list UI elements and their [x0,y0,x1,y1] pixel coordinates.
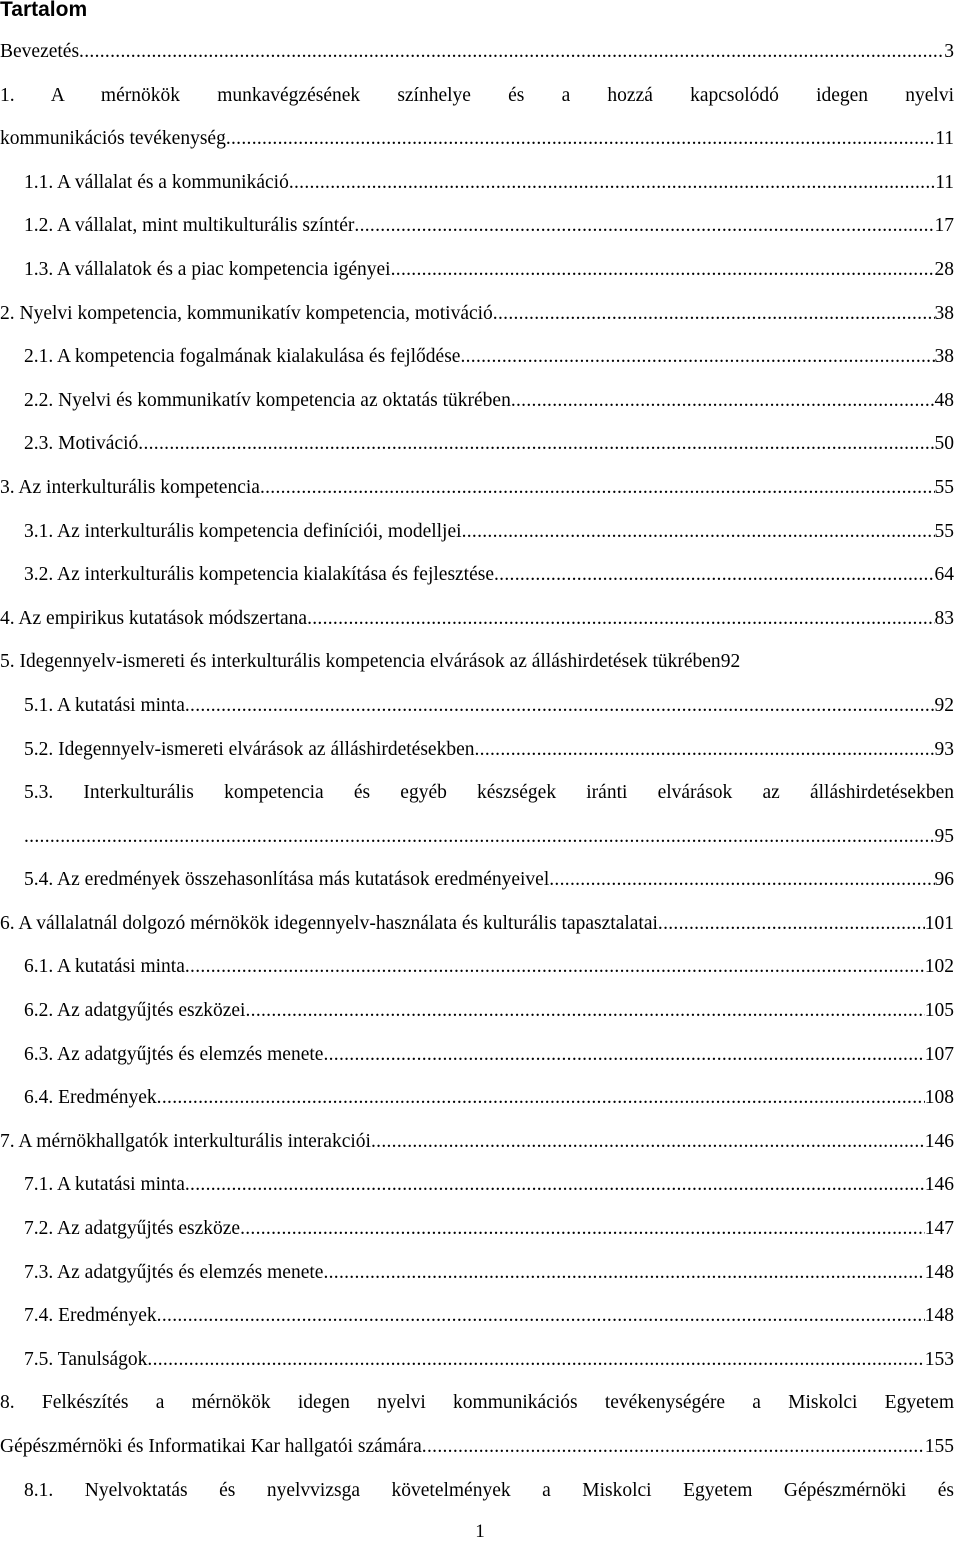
toc-entry-label: 3.2. Az interkulturális kompetencia kialakítása és fejlesztése [24,564,494,586]
toc-entry[interactable] [0,1033,954,1077]
toc-entry[interactable] [0,771,954,815]
toc-entry-label: 2. Nyelvi kompetencia, kommunikatív kompetencia, motiváció [0,302,493,324]
toc-entry-page: 55 [934,476,954,498]
toc-entry-page: 93 [934,738,954,760]
dot-leader [658,902,925,946]
dot-leader [307,597,934,641]
dot-leader [226,117,935,161]
toc-entry[interactable] [0,74,954,118]
toc-entry-label: 6.2. Az adatgyűjtés eszközei [24,1000,246,1022]
toc-entry-page: 107 [924,1043,954,1065]
toc-entry[interactable] [0,161,954,205]
dot-leader [323,1033,924,1077]
table-of-contents [0,30,954,1512]
toc-entry[interactable] [0,1207,954,1251]
toc-entry[interactable] [0,553,954,597]
dot-leader [245,989,924,1033]
dot-leader [422,1425,925,1469]
toc-entry-page: 38 [934,302,954,324]
toc-entry-label: 6.3. Az adatgyűjtés és elemzés menete [24,1043,324,1065]
dot-leader [549,858,934,902]
toc-entry-page: 147 [924,1218,954,1240]
dot-leader [24,815,935,859]
dot-leader [185,945,925,989]
toc-entry-page: 155 [924,1436,954,1457]
toc-entry[interactable] [0,30,954,74]
toc-entry[interactable] [0,1381,954,1425]
toc-entry[interactable] [0,902,954,946]
toc-entry[interactable] [0,379,954,423]
toc-entry[interactable] [0,204,954,248]
dot-leader [138,422,934,466]
toc-entry-page: 146 [924,1174,954,1196]
toc-entry-label: 5. Idegennyelv-ismereti és interkulturális kompetencia elvárások az álláshirdetések tükrében [0,651,721,673]
toc-entry-page: 146 [924,1130,954,1152]
toc-entry-label: 5.1. A kutatási minta [24,694,185,716]
toc-entry-page: 92 [934,694,954,716]
toc-entry-page: 148 [924,1261,954,1283]
toc-entry-label: 7.1. A kutatási minta [24,1174,185,1196]
toc-entry-label: 1. A mérnökök munkavégzésének színhelye és a hozzá kapcsolódó idegen nyelvi [0,84,954,106]
dot-leader [462,510,935,554]
dot-leader [185,1163,925,1207]
toc-entry-label: 6. A vállalatnál dolgozó mérnökök idegennyelv-használata és kulturális tapasztalatai [0,912,658,934]
dot-leader [79,30,944,74]
dot-leader [157,1294,925,1338]
toc-entry-label: 6.1. A kutatási minta [24,956,185,978]
toc-entry-label: 3.1. Az interkulturális kompetencia definíciói, modelljei [24,520,462,542]
toc-entry-label: 5.4. Az eredmények összehasonlítása más kutatások eredményeivel [24,869,550,891]
toc-entry-page: 148 [924,1305,954,1327]
toc-entry-label: Bevezetés [0,41,80,62]
toc-entry[interactable] [0,1469,954,1513]
dot-leader [494,553,935,597]
toc-entry[interactable] [0,248,954,292]
toc-entry[interactable] [0,945,954,989]
page-number: 1 [475,1521,485,1542]
toc-entry-label: 2.2. Nyelvi és kommunikatív kompetencia az oktatás tükrében [24,389,511,411]
toc-entry-label: 5.3. Interkulturális kompetencia és egyéb készségek iránti elvárások az álláshirdetésekben [24,782,954,804]
toc-entry-page: 11 [935,171,954,193]
dot-leader [391,248,935,292]
toc-entry-page: 17 [934,215,954,237]
toc-entry-page: 50 [934,433,954,455]
dot-leader [460,335,934,379]
toc-entry[interactable] [0,858,954,902]
toc-entry-page: 96 [934,869,954,891]
dot-leader [474,728,934,772]
dot-leader [511,379,935,423]
dot-leader [371,1120,925,1164]
toc-entry-label: 7.4. Eredmények [24,1305,157,1327]
toc-entry-label: 7.5. Tanulságok [24,1348,148,1370]
toc-entry-label: 3. Az interkulturális kompetencia [0,476,260,498]
toc-entry-label: 5.2. Idegennyelv-ismereti elvárások az álláshirdetésekben [24,738,475,760]
toc-entry[interactable] [0,292,954,336]
dot-leader [493,292,935,336]
dot-leader [147,1338,924,1382]
toc-entry-page: 92 [720,651,741,673]
toc-entry[interactable] [0,815,954,859]
toc-entry-page: 28 [934,258,954,280]
toc-entry-page: 95 [934,825,954,847]
toc-entry[interactable] [0,422,954,466]
toc-entry-label: 1.3. A vállalatok és a piac kompetencia igényei [24,258,391,280]
toc-entry-page: 101 [924,912,954,934]
toc-entry-label: 7.2. Az adatgyűjtés eszköze [24,1218,241,1240]
dot-leader [289,161,935,205]
dot-leader [354,204,934,248]
toc-entry-page: 108 [924,1087,954,1109]
toc-entry-label: 7.3. Az adatgyűjtés és elemzés menete [24,1261,324,1283]
toc-entry[interactable] [0,510,954,554]
toc-entry[interactable] [0,466,954,510]
dot-leader [157,1076,925,1120]
toc-entry-label: Gépészmérnöki és Informatikai Kar hallgatói számára [0,1436,422,1457]
toc-entry-label: 8. Felkészítés a mérnökök idegen nyelvi kommunikációs tevékenységére a Miskolci Egyetem [0,1392,954,1414]
toc-entry-page: 105 [924,1000,954,1022]
toc-entry-label: 4. Az empirikus kutatások módszertana [0,607,308,629]
toc-entry[interactable] [0,640,954,684]
toc-entry-label: 1.1. A vállalat és a kommunikáció [24,171,289,193]
toc-entry-label: 2.1. A kompetencia fogalmának kialakulása és fejlődése [24,346,461,368]
toc-title: Tartalom [0,0,88,21]
toc-entry-page: 102 [924,956,954,978]
toc-entry-page: 38 [934,346,954,368]
toc-entry-page: 153 [924,1348,954,1370]
toc-entry[interactable] [0,1294,954,1338]
toc-entry-page: 64 [934,564,954,586]
toc-entry-page: 55 [934,520,954,542]
toc-entry[interactable] [0,684,954,728]
toc-entry[interactable] [0,117,954,161]
dot-leader [323,1251,924,1295]
toc-entry-label: 8.1. Nyelvoktatás és nyelvvizsga követelmények a Miskolci Egyetem Gépészmérnöki és [24,1479,954,1501]
toc-entry[interactable] [0,1163,954,1207]
toc-entry[interactable] [0,597,954,641]
toc-entry-page: 3 [944,41,954,62]
dot-leader [240,1207,925,1251]
toc-entry-page: 83 [934,607,954,629]
toc-entry[interactable] [0,1076,954,1120]
toc-entry[interactable] [0,989,954,1033]
toc-entry-label: 2.3. Motiváció [24,433,139,455]
toc-entry[interactable] [0,335,954,379]
toc-entry[interactable] [0,1338,954,1382]
toc-entry-page: 11 [935,128,954,150]
toc-entry[interactable] [0,728,954,772]
toc-entry-label: 1.2. A vállalat, mint multikulturális színtér [24,215,355,237]
toc-entry[interactable] [0,1425,954,1469]
toc-entry-label: 7. A mérnökhallgatók interkulturális interakciói [0,1130,371,1152]
dot-leader [185,684,935,728]
toc-entry[interactable] [0,1120,954,1164]
dot-leader [260,466,935,510]
toc-entry-label: kommunikációs tevékenység [0,128,226,150]
toc-entry-page: 48 [934,389,954,411]
toc-entry-label: 6.4. Eredmények [24,1087,157,1109]
toc-entry[interactable] [0,1251,954,1295]
